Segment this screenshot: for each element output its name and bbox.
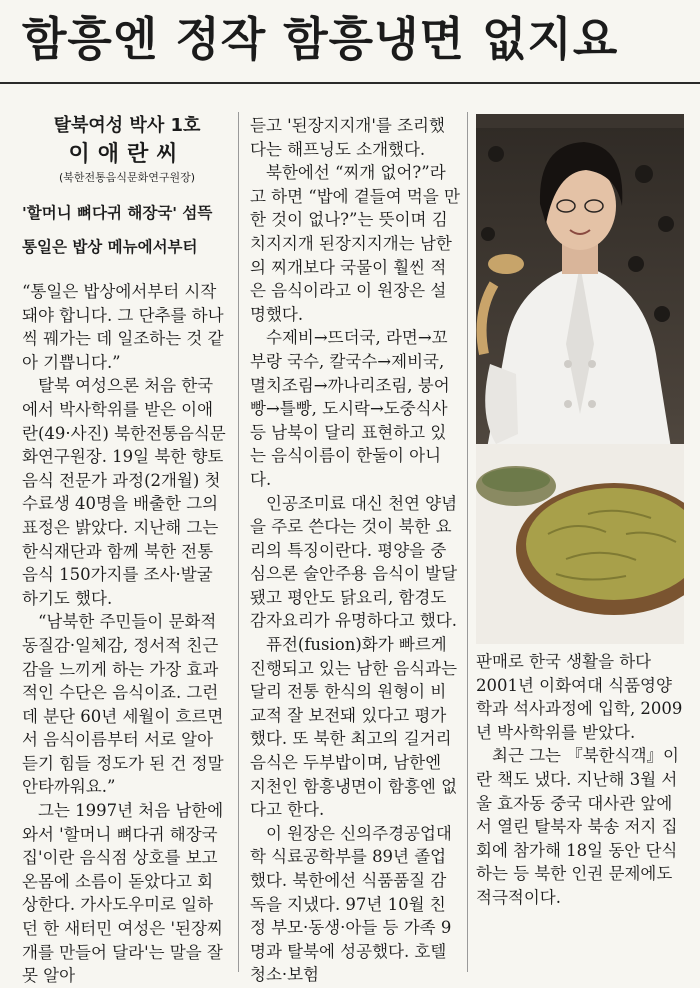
person-name: 이애란씨 [68,142,186,167]
chef-portrait-icon [476,114,684,644]
paragraph: “통일은 밥상에서부터 시작돼야 합니다. 그 단추를 하나씩 꿰가는 데 일조하는 것 같아 기쁩니다.” [22,282,224,372]
paragraph: 듣고 '된장지지개'를 조리했다는 해프닝도 소개했다. [250,116,445,159]
column-divider [467,112,468,972]
paragraph: 그는 1997년 처음 남한에 와서 '할머니 뼈다귀 해장국집'이란 음식점 상호를 보고 온몸에 소름이 돋았다고 회상한다. 가사도우미로 일하던 한 새터민 여성은 '된장찌개를 만들어 달라'는 말을 잘못 알아 [22,801,224,986]
headline-rule [0,82,700,84]
kicker: 탈북여성 박사 1호 [53,115,201,136]
paragraph: 최근 그는 『북한식객』이란 책도 냈다. 지난해 3월 서울 효자동 중국 대사관 앞에서 열린 탈북자 북송 저지 집회에 참가해 18일 동안 단식하는 등 북한 인권 문제에도 적극적이다. [476,746,679,907]
article-column-2 [250,114,460,987]
paragraph: 이 원장은 신의주경공업대학 식료공학부를 89년 졸업했다. 북한에선 식품품질 감독을 지냈다. 97년 10월 친정 부모·동생·아들 등 가족 9명과 탈북에 성공했다. 호텔 청소·보험 [250,823,452,985]
paragraph: 판매로 한국 생활을 하다 2001년 이화여대 식품영양학과 석사과정에 입학, 2009년 박사학위를 받았다. [476,652,683,742]
sidebar-box [22,112,232,260]
paragraph: 북한에선 “찌개 없어?”라고 하면 “밥에 곁들여 먹을 만한 것이 없나?”는 뜻이며 김치지지개 된장지지개는 남한의 찌개보다 국물이 훨씬 적은 음식이라고 이 원장은 설명했다. [250,163,460,324]
paragraph: 수제비→뜨더국, 라면→꼬부랑 국수, 칼국수→제비국, 멸치조림→까나리조림, 붕어빵→틀빵, 도시락→도중식사 등 남북이 달리 표현하고 있는 음식이름이 한둘이 아니다. [250,328,450,489]
person-role: (북한전통음식문화연구원장) [58,171,196,184]
paragraph: “남북한 주민들이 문화적 동질감·일체감, 정서적 친근감을 느끼게 하는 가장 효과적인 수단은 음식이죠. 그런데 분단 60년 세월이 흐르면서 음식이름부터 서로 알아듣기 힘들 정도가 된 건 정말 안타까워요.” [22,612,224,797]
subheading-1: '할머니 뼈다귀 해장국' 섬뜩 [22,204,213,222]
paragraph: 인공조미료 대신 천연 양념을 주로 쓴다는 것이 북한 요리의 특징이란다. 평양을 중심으론 술안주용 음식이 발달됐고 평안도 닭요리, 함경도 감자요리가 유명하다고 했다. [250,493,458,631]
column-divider [238,112,239,972]
paragraph: 탈북 여성으론 처음 한국에서 박사학위를 받은 이애란(49·사진) 북한전통음식문화연구원장. 19일 북한 향토음식 전문가 과정(2개월) 첫 수료생 40명을 배출한 그의 표정은 밝았다. 지난해 그는 한식재단과 함께 북한 전통음식 150가지를 조사·발굴하기도 했다. [22,376,226,608]
article-column-1 [22,280,228,988]
paragraph: 퓨전(fusion)화가 빠르게 진행되고 있는 남한 음식과는 달리 전통 한식의 원형이 비교적 잘 보전돼 있다고 평가했다. 또 북한 최고의 길거리 음식은 두부밥이며, 남한엔 지천인 함흥냉면이 함흥엔 없다고 한다. [250,635,458,820]
subheading-2: 통일은 밥상 메뉴에서부터 [22,238,198,256]
headline: 함흥엔 정작 함흥냉면 없지요 [22,12,619,66]
article-column-3 [476,650,684,910]
